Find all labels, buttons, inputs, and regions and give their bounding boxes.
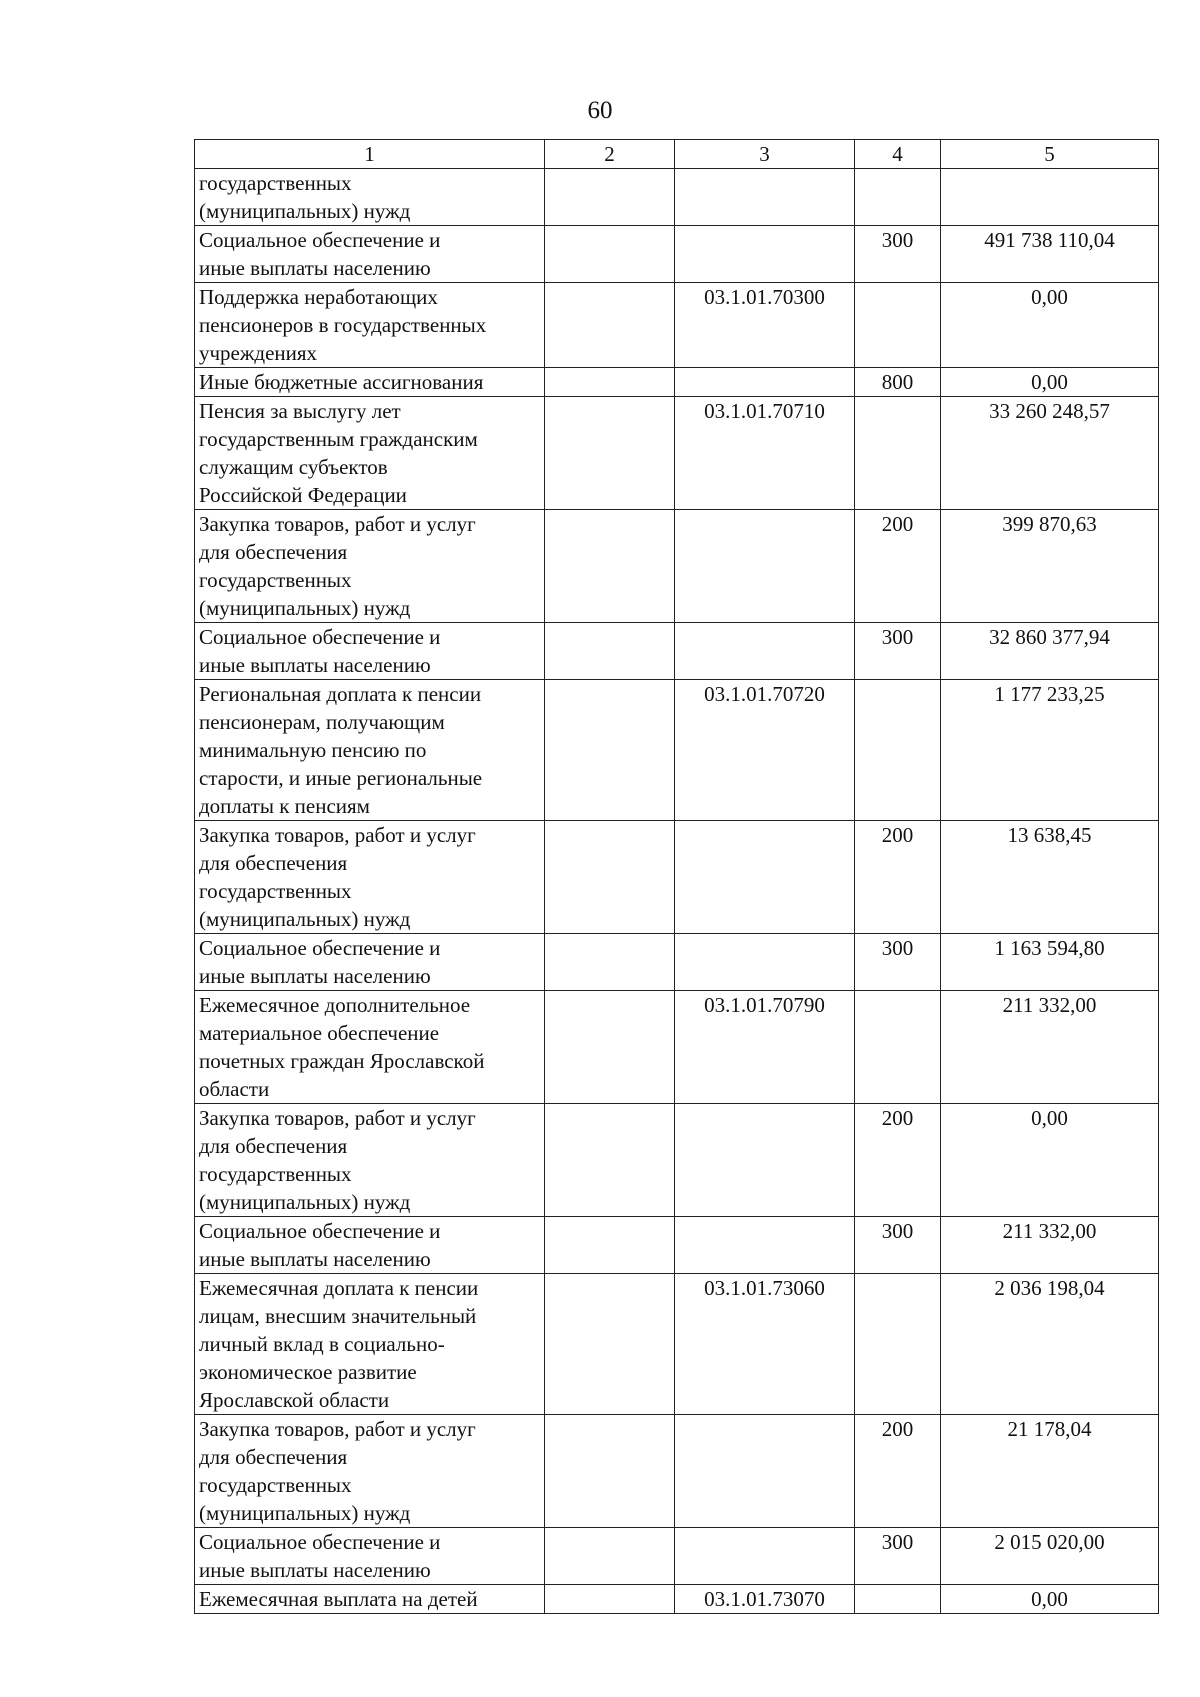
row-expense-type xyxy=(855,680,941,821)
table-row xyxy=(195,1415,1159,1528)
row-expense-type xyxy=(855,991,941,1104)
row-name xyxy=(195,821,545,934)
row-name xyxy=(195,283,545,368)
row-name-line: государственных xyxy=(199,1473,352,1497)
table-row xyxy=(195,1104,1159,1217)
row-amount: 13 638,45 xyxy=(941,821,1159,934)
row-target-code xyxy=(675,1415,855,1528)
row-expense-type: 300 xyxy=(855,623,941,680)
row-target-code xyxy=(675,934,855,991)
row-expense-type: 300 xyxy=(855,1528,941,1585)
header-col-3: 3 xyxy=(675,140,855,169)
row-name xyxy=(195,1274,545,1415)
row-target-code: 03.1.01.70790 xyxy=(675,991,855,1104)
row-name-line: Ежемесячная доплата к пенсии xyxy=(199,1276,479,1300)
row-name xyxy=(195,397,545,510)
row-name-line: для обеспечения xyxy=(199,851,348,875)
row-name-line: для обеспечения xyxy=(199,1134,348,1158)
row-target-code: 03.1.01.70710 xyxy=(675,397,855,510)
row-name-line: Пенсия за выслугу лет xyxy=(199,399,401,423)
row-amount: 211 332,00 xyxy=(941,1217,1159,1274)
row-name-line: иные выплаты населению xyxy=(199,1247,431,1271)
row-expense-type xyxy=(855,1585,941,1614)
row-col-2 xyxy=(545,680,675,821)
row-name xyxy=(195,1217,545,1274)
row-name-line: минимальную пенсию по xyxy=(199,738,427,762)
row-name-line: Закупка товаров, работ и услуг xyxy=(199,1417,476,1441)
header-col-4: 4 xyxy=(855,140,941,169)
row-name-line: государственных xyxy=(199,171,352,195)
table-row xyxy=(195,991,1159,1104)
row-name-line: для обеспечения xyxy=(199,1445,348,1469)
table-body xyxy=(195,169,1159,1614)
row-amount: 211 332,00 xyxy=(941,991,1159,1104)
row-name xyxy=(195,680,545,821)
row-name-line: служащим субъектов xyxy=(199,455,388,479)
row-target-code: 03.1.01.70720 xyxy=(675,680,855,821)
row-name xyxy=(195,991,545,1104)
table-row xyxy=(195,934,1159,991)
header-col-2: 2 xyxy=(545,140,675,169)
row-name-line: почетных граждан Ярославской xyxy=(199,1049,485,1073)
row-col-2 xyxy=(545,1415,675,1528)
row-name-line: экономическое развитие xyxy=(199,1360,417,1384)
row-col-2 xyxy=(545,623,675,680)
table-row xyxy=(195,283,1159,368)
table-row xyxy=(195,510,1159,623)
header-row xyxy=(195,140,1159,169)
row-col-2 xyxy=(545,368,675,397)
row-expense-type: 200 xyxy=(855,510,941,623)
row-col-2 xyxy=(545,226,675,283)
table-row xyxy=(195,1528,1159,1585)
header-col-1: 1 xyxy=(195,140,545,169)
row-expense-type xyxy=(855,283,941,368)
row-target-code xyxy=(675,368,855,397)
row-name xyxy=(195,1104,545,1217)
row-amount: 0,00 xyxy=(941,1585,1159,1614)
row-amount: 399 870,63 xyxy=(941,510,1159,623)
row-amount: 0,00 xyxy=(941,283,1159,368)
row-name-line: Российской Федерации xyxy=(199,483,407,507)
row-name-line: Закупка товаров, работ и услуг xyxy=(199,1106,476,1130)
header-col-5: 5 xyxy=(941,140,1159,169)
row-col-2 xyxy=(545,1217,675,1274)
row-name-line: иные выплаты населению xyxy=(199,653,431,677)
row-name-line: Иные бюджетные ассигнования xyxy=(199,370,484,394)
row-col-2 xyxy=(545,1104,675,1217)
row-expense-type xyxy=(855,397,941,510)
table-row xyxy=(195,680,1159,821)
row-name xyxy=(195,1528,545,1585)
row-name-line: Социальное обеспечение и xyxy=(199,1530,441,1554)
row-name-line: Ежемесячное дополнительное xyxy=(199,993,471,1017)
row-expense-type: 800 xyxy=(855,368,941,397)
row-col-2 xyxy=(545,1274,675,1415)
row-target-code: 03.1.01.73070 xyxy=(675,1585,855,1614)
row-name-line: пенсионерам, получающим xyxy=(199,710,445,734)
row-name-line: государственных xyxy=(199,1162,352,1186)
row-amount: 491 738 110,04 xyxy=(941,226,1159,283)
row-name-line: иные выплаты населению xyxy=(199,1558,431,1582)
row-name xyxy=(195,1585,545,1614)
row-expense-type: 200 xyxy=(855,1415,941,1528)
row-target-code xyxy=(675,623,855,680)
row-col-2 xyxy=(545,991,675,1104)
row-name-line: области xyxy=(199,1077,270,1101)
row-name-line: Ярославской области xyxy=(199,1388,390,1412)
row-expense-type: 200 xyxy=(855,821,941,934)
row-name xyxy=(195,934,545,991)
table-row xyxy=(195,397,1159,510)
row-name-line: Социальное обеспечение и xyxy=(199,625,441,649)
row-col-2 xyxy=(545,283,675,368)
row-name-line: иные выплаты населению xyxy=(199,256,431,280)
row-name-line: (муниципальных) нужд xyxy=(199,199,411,223)
table-row xyxy=(195,226,1159,283)
row-name-line: Социальное обеспечение и xyxy=(199,936,441,960)
row-name xyxy=(195,623,545,680)
row-name-line: Закупка товаров, работ и услуг xyxy=(199,823,476,847)
row-name-line: для обеспечения xyxy=(199,540,348,564)
table-row xyxy=(195,623,1159,680)
row-name-line: пенсионеров в государственных xyxy=(199,313,487,337)
row-expense-type: 200 xyxy=(855,1104,941,1217)
row-name-line: доплаты к пенсиям xyxy=(199,794,370,818)
row-col-2 xyxy=(545,397,675,510)
row-amount xyxy=(941,169,1159,226)
row-name-line: Социальное обеспечение и xyxy=(199,228,441,252)
row-expense-type: 300 xyxy=(855,1217,941,1274)
row-name xyxy=(195,169,545,226)
table-row xyxy=(195,368,1159,397)
table-row xyxy=(195,1274,1159,1415)
row-name-line: государственных xyxy=(199,568,352,592)
row-name xyxy=(195,1415,545,1528)
row-col-2 xyxy=(545,169,675,226)
row-col-2 xyxy=(545,821,675,934)
row-amount: 0,00 xyxy=(941,1104,1159,1217)
row-name-line: старости, и иные региональные xyxy=(199,766,483,790)
row-target-code xyxy=(675,1528,855,1585)
row-name-line: (муниципальных) нужд xyxy=(199,1501,411,1525)
row-target-code xyxy=(675,169,855,226)
row-name-line: Ежемесячная выплата на детей xyxy=(199,1587,478,1611)
budget-table xyxy=(194,139,1159,1614)
row-amount: 1 163 594,80 xyxy=(941,934,1159,991)
row-name-line: государственным гражданским xyxy=(199,427,478,451)
row-name-line: государственных xyxy=(199,879,352,903)
row-target-code: 03.1.01.70300 xyxy=(675,283,855,368)
row-amount: 32 860 377,94 xyxy=(941,623,1159,680)
page-number: 60 xyxy=(587,97,613,124)
row-name-line: материальное обеспечение xyxy=(199,1021,440,1045)
row-name xyxy=(195,510,545,623)
row-name-line: учреждениях xyxy=(199,341,318,365)
table-row xyxy=(195,1585,1159,1614)
table-row xyxy=(195,1217,1159,1274)
row-amount: 21 178,04 xyxy=(941,1415,1159,1528)
row-amount: 33 260 248,57 xyxy=(941,397,1159,510)
row-name-line: Социальное обеспечение и xyxy=(199,1219,441,1243)
row-target-code xyxy=(675,226,855,283)
row-amount: 2 036 198,04 xyxy=(941,1274,1159,1415)
row-expense-type: 300 xyxy=(855,226,941,283)
row-target-code xyxy=(675,1217,855,1274)
table-row xyxy=(195,169,1159,226)
row-col-2 xyxy=(545,1585,675,1614)
row-amount: 2 015 020,00 xyxy=(941,1528,1159,1585)
row-name xyxy=(195,368,545,397)
row-target-code xyxy=(675,510,855,623)
row-name-line: (муниципальных) нужд xyxy=(199,907,411,931)
row-expense-type xyxy=(855,169,941,226)
row-name-line: Закупка товаров, работ и услуг xyxy=(199,512,476,536)
row-target-code xyxy=(675,821,855,934)
row-target-code: 03.1.01.73060 xyxy=(675,1274,855,1415)
row-col-2 xyxy=(545,934,675,991)
row-target-code xyxy=(675,1104,855,1217)
row-amount: 0,00 xyxy=(941,368,1159,397)
row-col-2 xyxy=(545,510,675,623)
row-name-line: Региональная доплата к пенсии xyxy=(199,682,482,706)
row-name xyxy=(195,226,545,283)
row-name-line: лицам, внесшим значительный xyxy=(199,1304,477,1328)
row-expense-type: 300 xyxy=(855,934,941,991)
row-amount: 1 177 233,25 xyxy=(941,680,1159,821)
row-name-line: (муниципальных) нужд xyxy=(199,1190,411,1214)
row-col-2 xyxy=(545,1528,675,1585)
row-name-line: (муниципальных) нужд xyxy=(199,596,411,620)
row-name-line: иные выплаты населению xyxy=(199,964,431,988)
table-row xyxy=(195,821,1159,934)
row-name-line: личный вклад в социально- xyxy=(199,1332,445,1356)
row-name-line: Поддержка неработающих xyxy=(199,285,438,309)
row-expense-type xyxy=(855,1274,941,1415)
